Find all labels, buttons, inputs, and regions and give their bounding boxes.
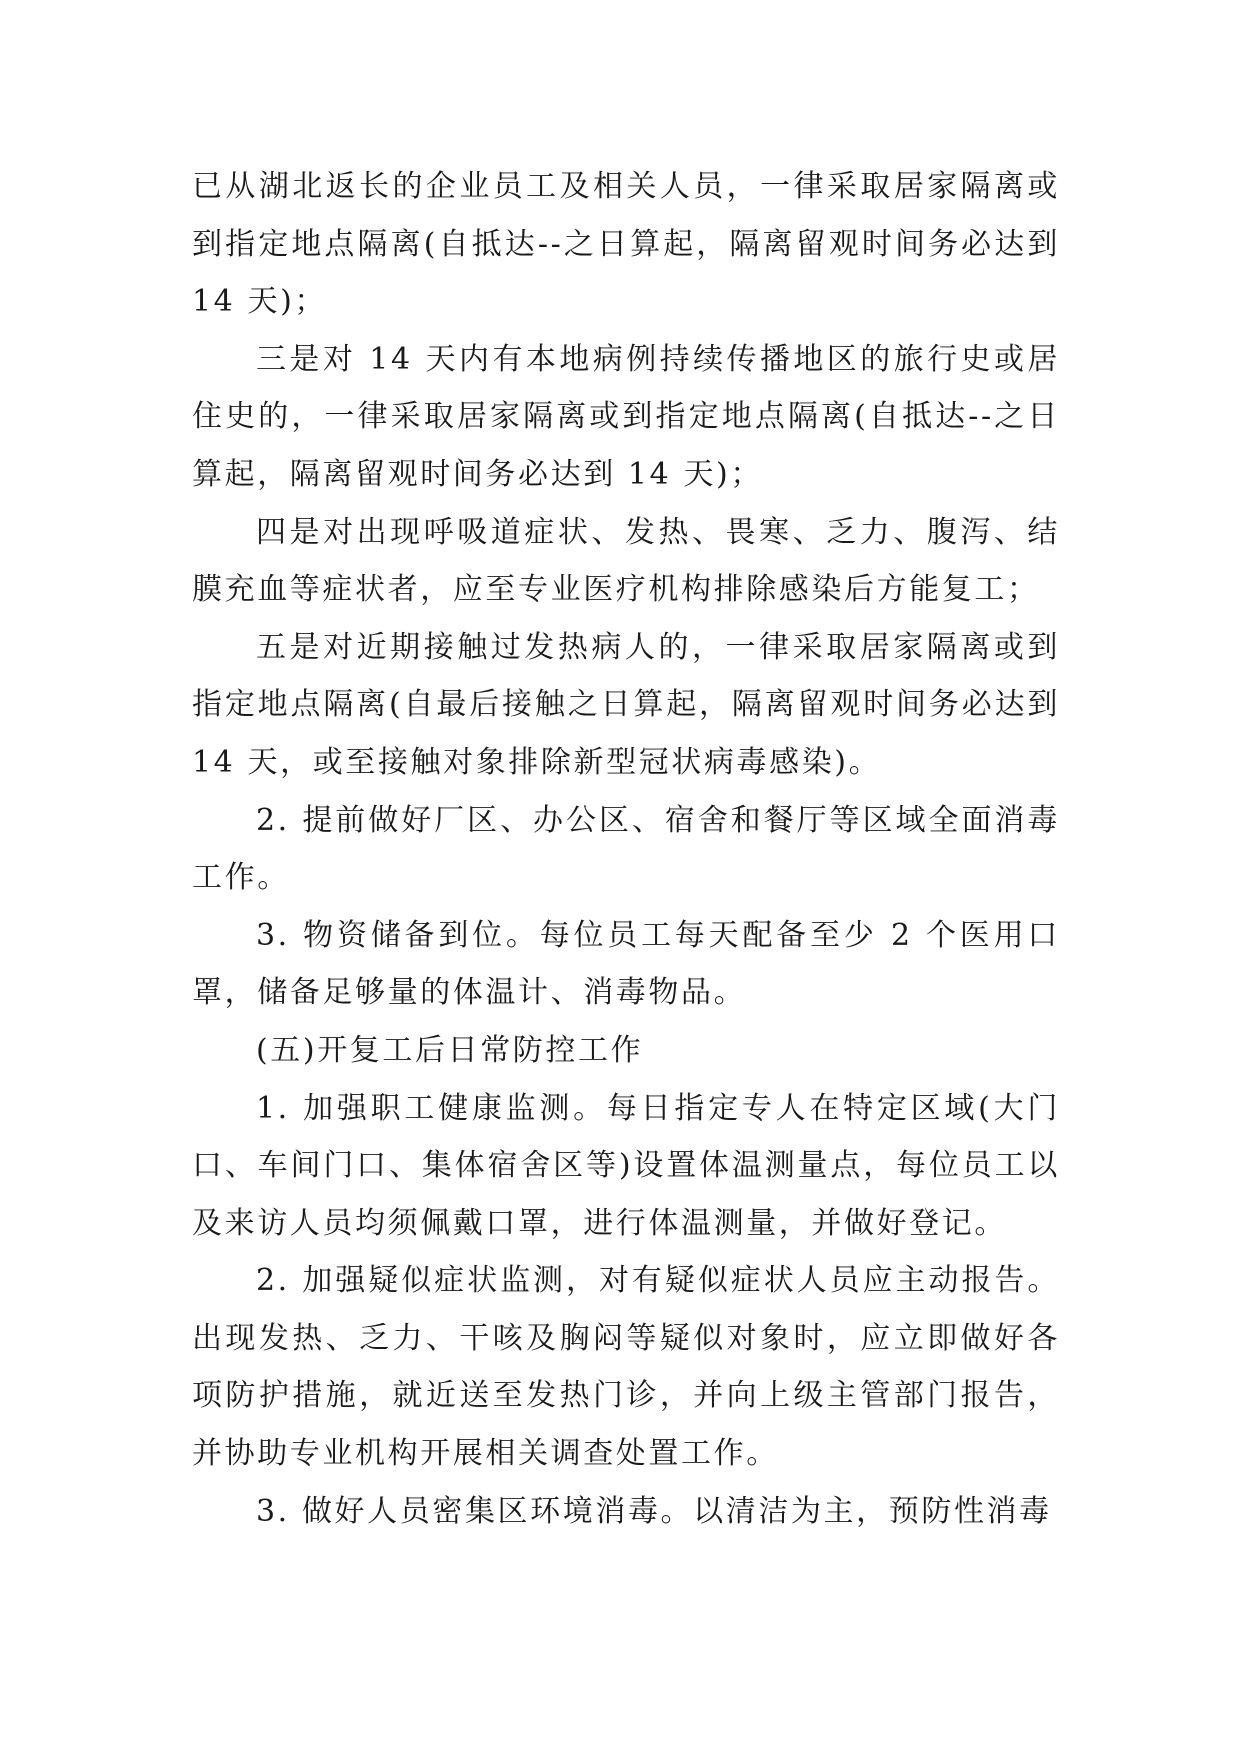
paragraph-symptom-monitoring: 2. 加强疑似症状监测，对有疑似症状人员应主动报告。出现发热、乏力、干咳及胸闷等疑似对象时，应立即做好各项防护措施，就近送至发热门诊，并向上级主管部门报告，并协助专业机构开展相关调查处置工作。 <box>192 1263 1060 1472</box>
paragraph-health-monitoring: 1. 加强职工健康监测。每日指定专人在特定区域(大门口、车间门口、集体宿舍区等)设置体温测量点，每位员工以及来访人员均须佩戴口罩，进行体温测量，并做好登记。 <box>192 1090 1060 1241</box>
paragraph-item-three: 三是对 14 天内有本地病例持续传播地区的旅行史或居住史的，一律采取居家隔离或到指定地点隔离(自抵达--之日算起，隔离留观时间务必达到 14 天)； <box>192 341 1060 492</box>
document-body <box>192 158 1060 1540</box>
paragraph-item-five: 五是对近期接触过发热病人的，一律采取居家隔离或到指定地点隔离(自最后接触之日算起，隔离留观时间务必达到 14 天，或至接触对象排除新型冠状病毒感染)。 <box>192 629 1060 780</box>
paragraph-environment-disinfection: 3. 做好人员密集区环境消毒。以清洁为主，预防性消毒 <box>256 1493 1052 1529</box>
paragraph-supplies-ready: 3. 物资储备到位。每位员工每天配备至少 2 个医用口罩，储备足够量的体温计、消毒物品。 <box>192 917 1060 1011</box>
section-heading-daily-prevention: (五)开复工后日常防控工作 <box>256 1032 644 1068</box>
paragraph-continuation-hubei-returnees: 已从湖北返长的企业员工及相关人员，一律采取居家隔离或到指定地点隔离(自抵达--之日算起，隔离留观时间务必达到 14 天)； <box>192 169 1060 320</box>
paragraph-item-four: 四是对出现呼吸道症状、发热、畏寒、乏力、腹泻、结膜充血等症状者，应至专业医疗机构排除感染后方能复工； <box>192 514 1060 608</box>
paragraph-disinfection-prep: 2. 提前做好厂区、办公区、宿舍和餐厅等区域全面消毒工作。 <box>192 802 1060 896</box>
